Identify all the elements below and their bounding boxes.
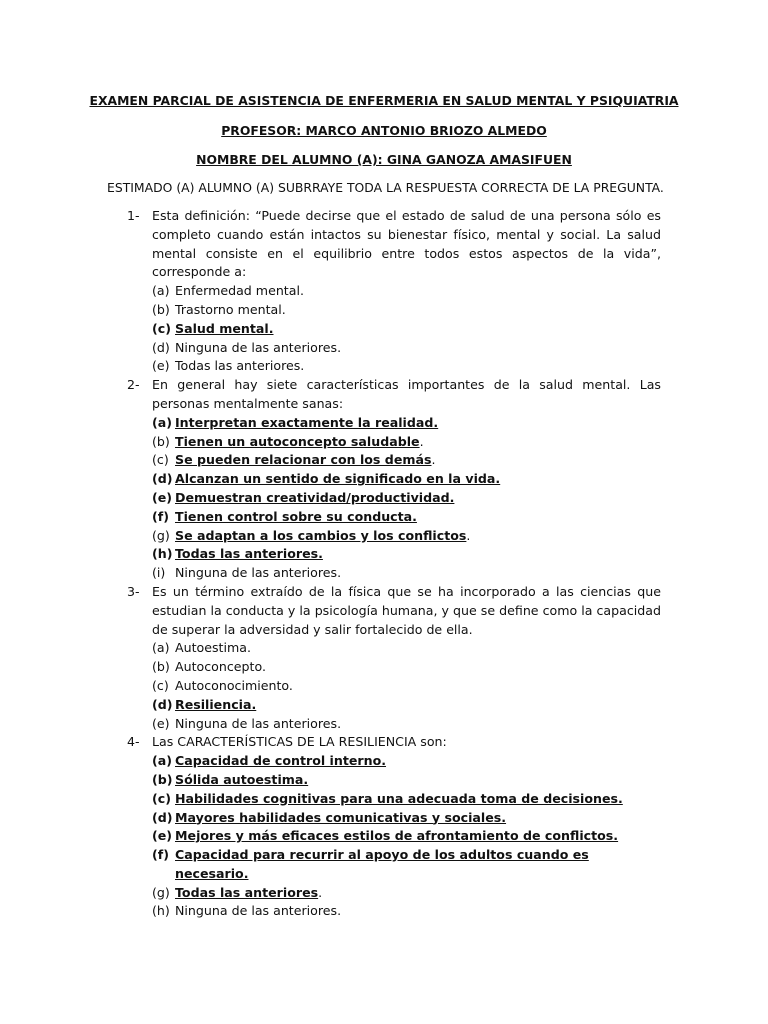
option-text: Ninguna de las anteriores. — [175, 903, 342, 919]
option-text: Todas las anteriores. — [175, 358, 305, 374]
option-letter: (a) — [152, 640, 170, 656]
answer-option — [152, 790, 661, 809]
option-letter: (b) — [152, 771, 173, 787]
option-letter: (d) — [152, 471, 173, 487]
underlined-answer-text: Todas las anteriores — [175, 884, 319, 900]
question-3 — [127, 583, 661, 733]
student-name-line: NOMBRE DEL ALUMNO (A): GINA GANOZA AMASIFUEN — [196, 152, 572, 167]
answer-option — [152, 339, 661, 358]
option-letter: (f) — [152, 508, 169, 524]
option-punctuation: . — [466, 527, 471, 543]
option-letter: (c) — [152, 790, 171, 806]
option-text: Ninguna de las anteriores. — [175, 715, 342, 731]
question-text: Es un término extraído de la física que se ha incorporado a las ciencias que estudian la conducta y la psicología humana, y que se define como la capacidad de superar la adversidad y salir fortalecido de ella. — [152, 583, 661, 637]
option-letter: (a) — [152, 414, 173, 430]
option-text: Autoconocimiento. — [175, 677, 293, 693]
answer-option — [152, 827, 661, 846]
answer-option — [152, 752, 661, 771]
underlined-answer-text: Interpretan exactamente la realidad. — [175, 414, 439, 430]
answer-option — [152, 433, 661, 452]
answer-option — [152, 658, 661, 677]
answer-option — [152, 451, 661, 470]
professor-line: PROFESOR: MARCO ANTONIO BRIOZO ALMEDO — [221, 123, 547, 138]
answer-option — [152, 884, 661, 903]
underlined-answer-text: Salud mental. — [175, 320, 274, 336]
answer-option — [152, 902, 661, 921]
option-punctuation: . — [318, 884, 323, 900]
answer-option — [152, 414, 661, 433]
option-letter: (a) — [152, 283, 170, 299]
option-text: Autoestima. — [175, 640, 251, 656]
question-number: 3- — [127, 583, 140, 599]
underlined-answer-text: Todas las anteriores. — [175, 546, 323, 562]
exam-title: EXAMEN PARCIAL DE ASISTENCIA DE ENFERMERIA EN SALUD MENTAL Y PSIQUIATRIA — [89, 93, 679, 108]
option-letter: (g) — [152, 884, 170, 900]
underlined-answer-text: Capacidad para recurrir al apoyo de los adultos cuando es necesario. — [175, 847, 589, 881]
question-number: 4- — [127, 734, 140, 750]
question-number: 2- — [127, 377, 140, 393]
option-letter: (i) — [152, 565, 166, 581]
option-letter: (d) — [152, 696, 173, 712]
option-letter: (e) — [152, 715, 170, 731]
question-number: 1- — [127, 208, 140, 223]
underlined-answer-text: Capacidad de control interno. — [175, 753, 387, 769]
answer-option — [152, 320, 661, 339]
question-list — [127, 207, 661, 921]
option-letter: (d) — [152, 339, 170, 355]
option-letter: (a) — [152, 753, 173, 769]
underlined-answer-text: Mejores y más eficaces estilos de afrontamiento de conflictos. — [175, 828, 619, 844]
answer-option — [152, 357, 661, 376]
answer-option — [152, 771, 661, 790]
option-letter: (e) — [152, 489, 173, 505]
option-letter: (c) — [152, 452, 169, 468]
answer-option — [152, 301, 661, 320]
answer-option — [152, 809, 661, 828]
answer-option — [152, 564, 661, 583]
option-letter: (c) — [152, 320, 171, 336]
underlined-answer-text: Alcanzan un sentido de significado en la vida. — [175, 471, 501, 487]
option-text: Autoconcepto. — [175, 659, 266, 675]
option-letter: (c) — [152, 677, 169, 693]
underlined-answer-text: Tienen control sobre su conducta. — [175, 508, 417, 524]
option-letter: (b) — [152, 301, 170, 317]
underlined-answer-text: Demuestran creatividad/productividad. — [175, 489, 455, 505]
option-letter: (d) — [152, 809, 173, 825]
option-text: Enfermedad mental. — [175, 283, 304, 299]
option-letter: (b) — [152, 659, 170, 675]
option-letter: (h) — [152, 903, 170, 919]
underlined-answer-text: Resiliencia. — [175, 696, 257, 712]
answer-option — [152, 639, 661, 658]
answer-option — [152, 846, 661, 884]
option-punctuation: . — [419, 433, 424, 449]
answer-option — [152, 527, 661, 546]
option-letter: (e) — [152, 358, 170, 374]
underlined-answer-text: Se pueden relacionar con los demás — [175, 452, 432, 468]
option-text: Ninguna de las anteriores. — [175, 565, 342, 581]
answer-option — [152, 282, 661, 301]
question-text: Las CARACTERÍSTICAS DE LA RESILIENCIA son: — [152, 734, 447, 750]
underlined-answer-text: Habilidades cognitivas para una adecuada toma de decisiones. — [175, 790, 623, 806]
option-letter: (h) — [152, 546, 173, 562]
question-1 — [127, 207, 661, 376]
question-text: Esta definición: “Puede decirse que el estado de salud de una persona sólo es completo cuando están intactos su bienestar físico, mental y social. La salud mental consiste en el equilibrio entre todos estos aspectos de la vida”, corresponde a: — [152, 208, 661, 280]
answer-option — [152, 715, 661, 734]
answer-option — [152, 470, 661, 489]
underlined-answer-text: Mayores habilidades comunicativas y sociales. — [175, 809, 507, 825]
underlined-answer-text: Se adaptan a los cambios y los conflictos — [175, 527, 467, 543]
answer-option — [152, 508, 661, 527]
answer-option — [152, 545, 661, 564]
option-letter: (e) — [152, 828, 173, 844]
question-4 — [127, 733, 661, 921]
underlined-answer-text: Tienen un autoconcepto saludable — [175, 433, 420, 449]
answer-option — [152, 696, 661, 715]
option-letter: (b) — [152, 433, 170, 449]
option-letter: (g) — [152, 527, 170, 543]
answer-option — [152, 489, 661, 508]
instructions: ESTIMADO (A) ALUMNO (A) SUBRRAYE TODA LA RESPUESTA CORRECTA DE LA PREGUNTA. — [107, 180, 664, 195]
option-letter: (f) — [152, 847, 169, 863]
option-text: Ninguna de las anteriores. — [175, 339, 342, 355]
underlined-answer-text: Sólida autoestima. — [175, 771, 309, 787]
option-punctuation: . — [431, 452, 436, 468]
option-text: Trastorno mental. — [175, 301, 286, 317]
question-2 — [127, 376, 661, 583]
question-text: En general hay siete características importantes de la salud mental. Las personas mentalmente sanas: — [152, 377, 661, 411]
answer-option — [152, 677, 661, 696]
